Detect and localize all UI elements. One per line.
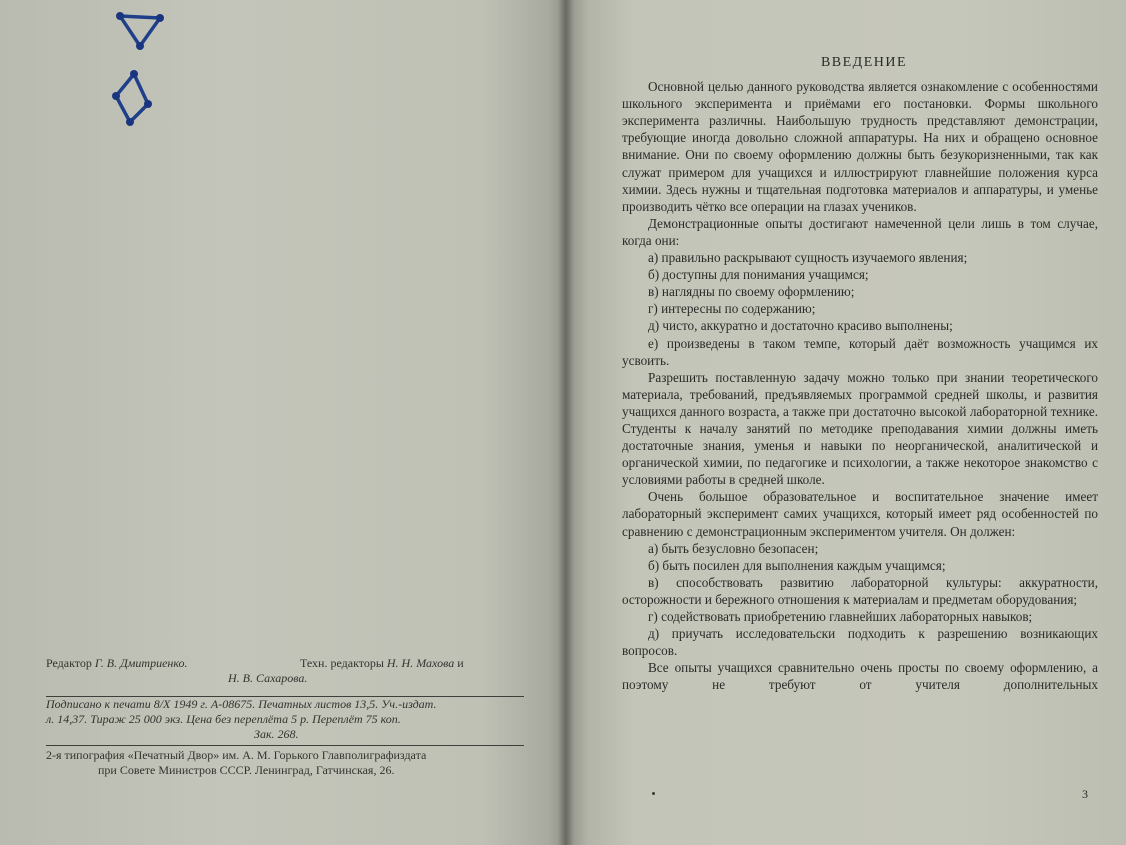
- editor-name: Г. В. Дмитриенко.: [94, 656, 188, 670]
- tech-label: Техн. редакторы: [300, 656, 384, 670]
- list-item: д) чисто, аккуратно и достаточно красиво выполнены;: [648, 318, 953, 334]
- introduction-text: [622, 54, 1098, 693]
- book-gutter: [558, 0, 574, 845]
- printing-house: [46, 748, 526, 778]
- editor-label: Редактор: [46, 656, 92, 670]
- tech-name-2: Н. В. Сахарова.: [228, 671, 308, 685]
- list-item: б) быть посилен для выполнения каждым учащимся;: [648, 557, 946, 573]
- paragraph: Очень большое образовательное и воспитательное значение имеет лабораторный эксперимент самих учащихся, который имеет ряд особенностей по сравнению с демонстрационным экспериментом учителя. Он должен:: [622, 489, 1098, 539]
- list-item: г) интересны по содержанию;: [648, 301, 816, 317]
- list-item: а) правильно раскрывают сущность изучаемого явления;: [648, 250, 968, 266]
- list-item: д) приучать исследовательски подходить к разрешению возникающих вопросов.: [622, 626, 1098, 659]
- print-speck: [652, 792, 655, 795]
- page-title: ВВЕДЕНИЕ: [820, 55, 908, 70]
- paragraph: Демонстрационные опыты достигают намеченной цели лишь в том случае, когда они:: [622, 215, 1098, 248]
- tech-and: и: [457, 656, 464, 670]
- paragraph: Разрешить поставленную задачу можно только при знании теоретического материала, требований, предъявляемых программой средней школы, и развития учащихся данного возраста, а также при достаточно высокой лабораторной технике. Студенты к началу занятий по методике преподавания химии должны иметь достаточные знания, уменья и навыки по неорганической, аналитической и органической химии, по педагогике и психологии, а также некоторое знакомство с условиями работы в средней школе.: [622, 369, 1098, 488]
- order-number: Зак. 268.: [254, 727, 299, 741]
- list-item: в) наглядны по своему оформлению;: [648, 284, 855, 300]
- tech-editors-credit: [300, 656, 464, 671]
- paragraph: Все опыты учащихся сравнительно очень просты по своему оформлению, а поэтому не требуют от учителя дополнительных: [622, 660, 1098, 693]
- blue-pen-rhombus-doodle: [104, 66, 156, 130]
- print-details: [46, 697, 526, 742]
- list-item: б) доступны для понимания учащимся;: [648, 267, 869, 283]
- print-line: Подписано к печати 8/X 1949 г. А-08675. Печатных листов 13,5. Уч.-издат.: [46, 697, 437, 711]
- list-item: г) содействовать приобретению главнейших лабораторных навыков;: [648, 609, 1033, 624]
- list-item: а) быть безусловно безопасен;: [648, 540, 819, 556]
- print-line: л. 14,37. Тираж 25 000 экз. Цена без переплёта 5 р. Переплёт 75 коп.: [46, 712, 401, 726]
- list-item: е) произведены в таком темпе, который даёт возможность учащимся их усвоить.: [622, 335, 1098, 368]
- blue-pen-triangle-doodle: [112, 8, 168, 54]
- typography-line: при Совете Министров СССР. Ленинград, Гатчинская, 26.: [98, 763, 395, 777]
- editor-credit: [46, 656, 188, 671]
- list-item: в) способствовать развитию лабораторной культуры: аккуратности, осторожности и бережного отношения к материалам и предметам оборудования;: [622, 574, 1098, 607]
- colophon: [46, 656, 526, 777]
- divider-rule: [46, 745, 524, 746]
- typography-line: 2-я типография «Печатный Двор» им. А. М. Горького Главполиграфиздата: [46, 748, 427, 762]
- page-number: 3: [1082, 787, 1088, 801]
- tech-name-1: Н. Н. Махова: [386, 656, 455, 670]
- paragraph: Основной целью данного руководства является ознакомление с особенностями школьного эксперимента и приёмами его постановки. Формы школьного эксперимента различны. Наибольшую трудность представляют демонстрации, требующие иногда довольно сложной аппаратуры. На них и обращено основное внимание. Они по своему оформлению должны быть безукоризненными, так как служат примером для учащихся и иллюстрируют главнейшие положения курса химии. Здесь нужны и тщательная подготовка материалов и аппаратуры, и уменье производить чётко все операции на глазах учеников.: [622, 79, 1098, 214]
